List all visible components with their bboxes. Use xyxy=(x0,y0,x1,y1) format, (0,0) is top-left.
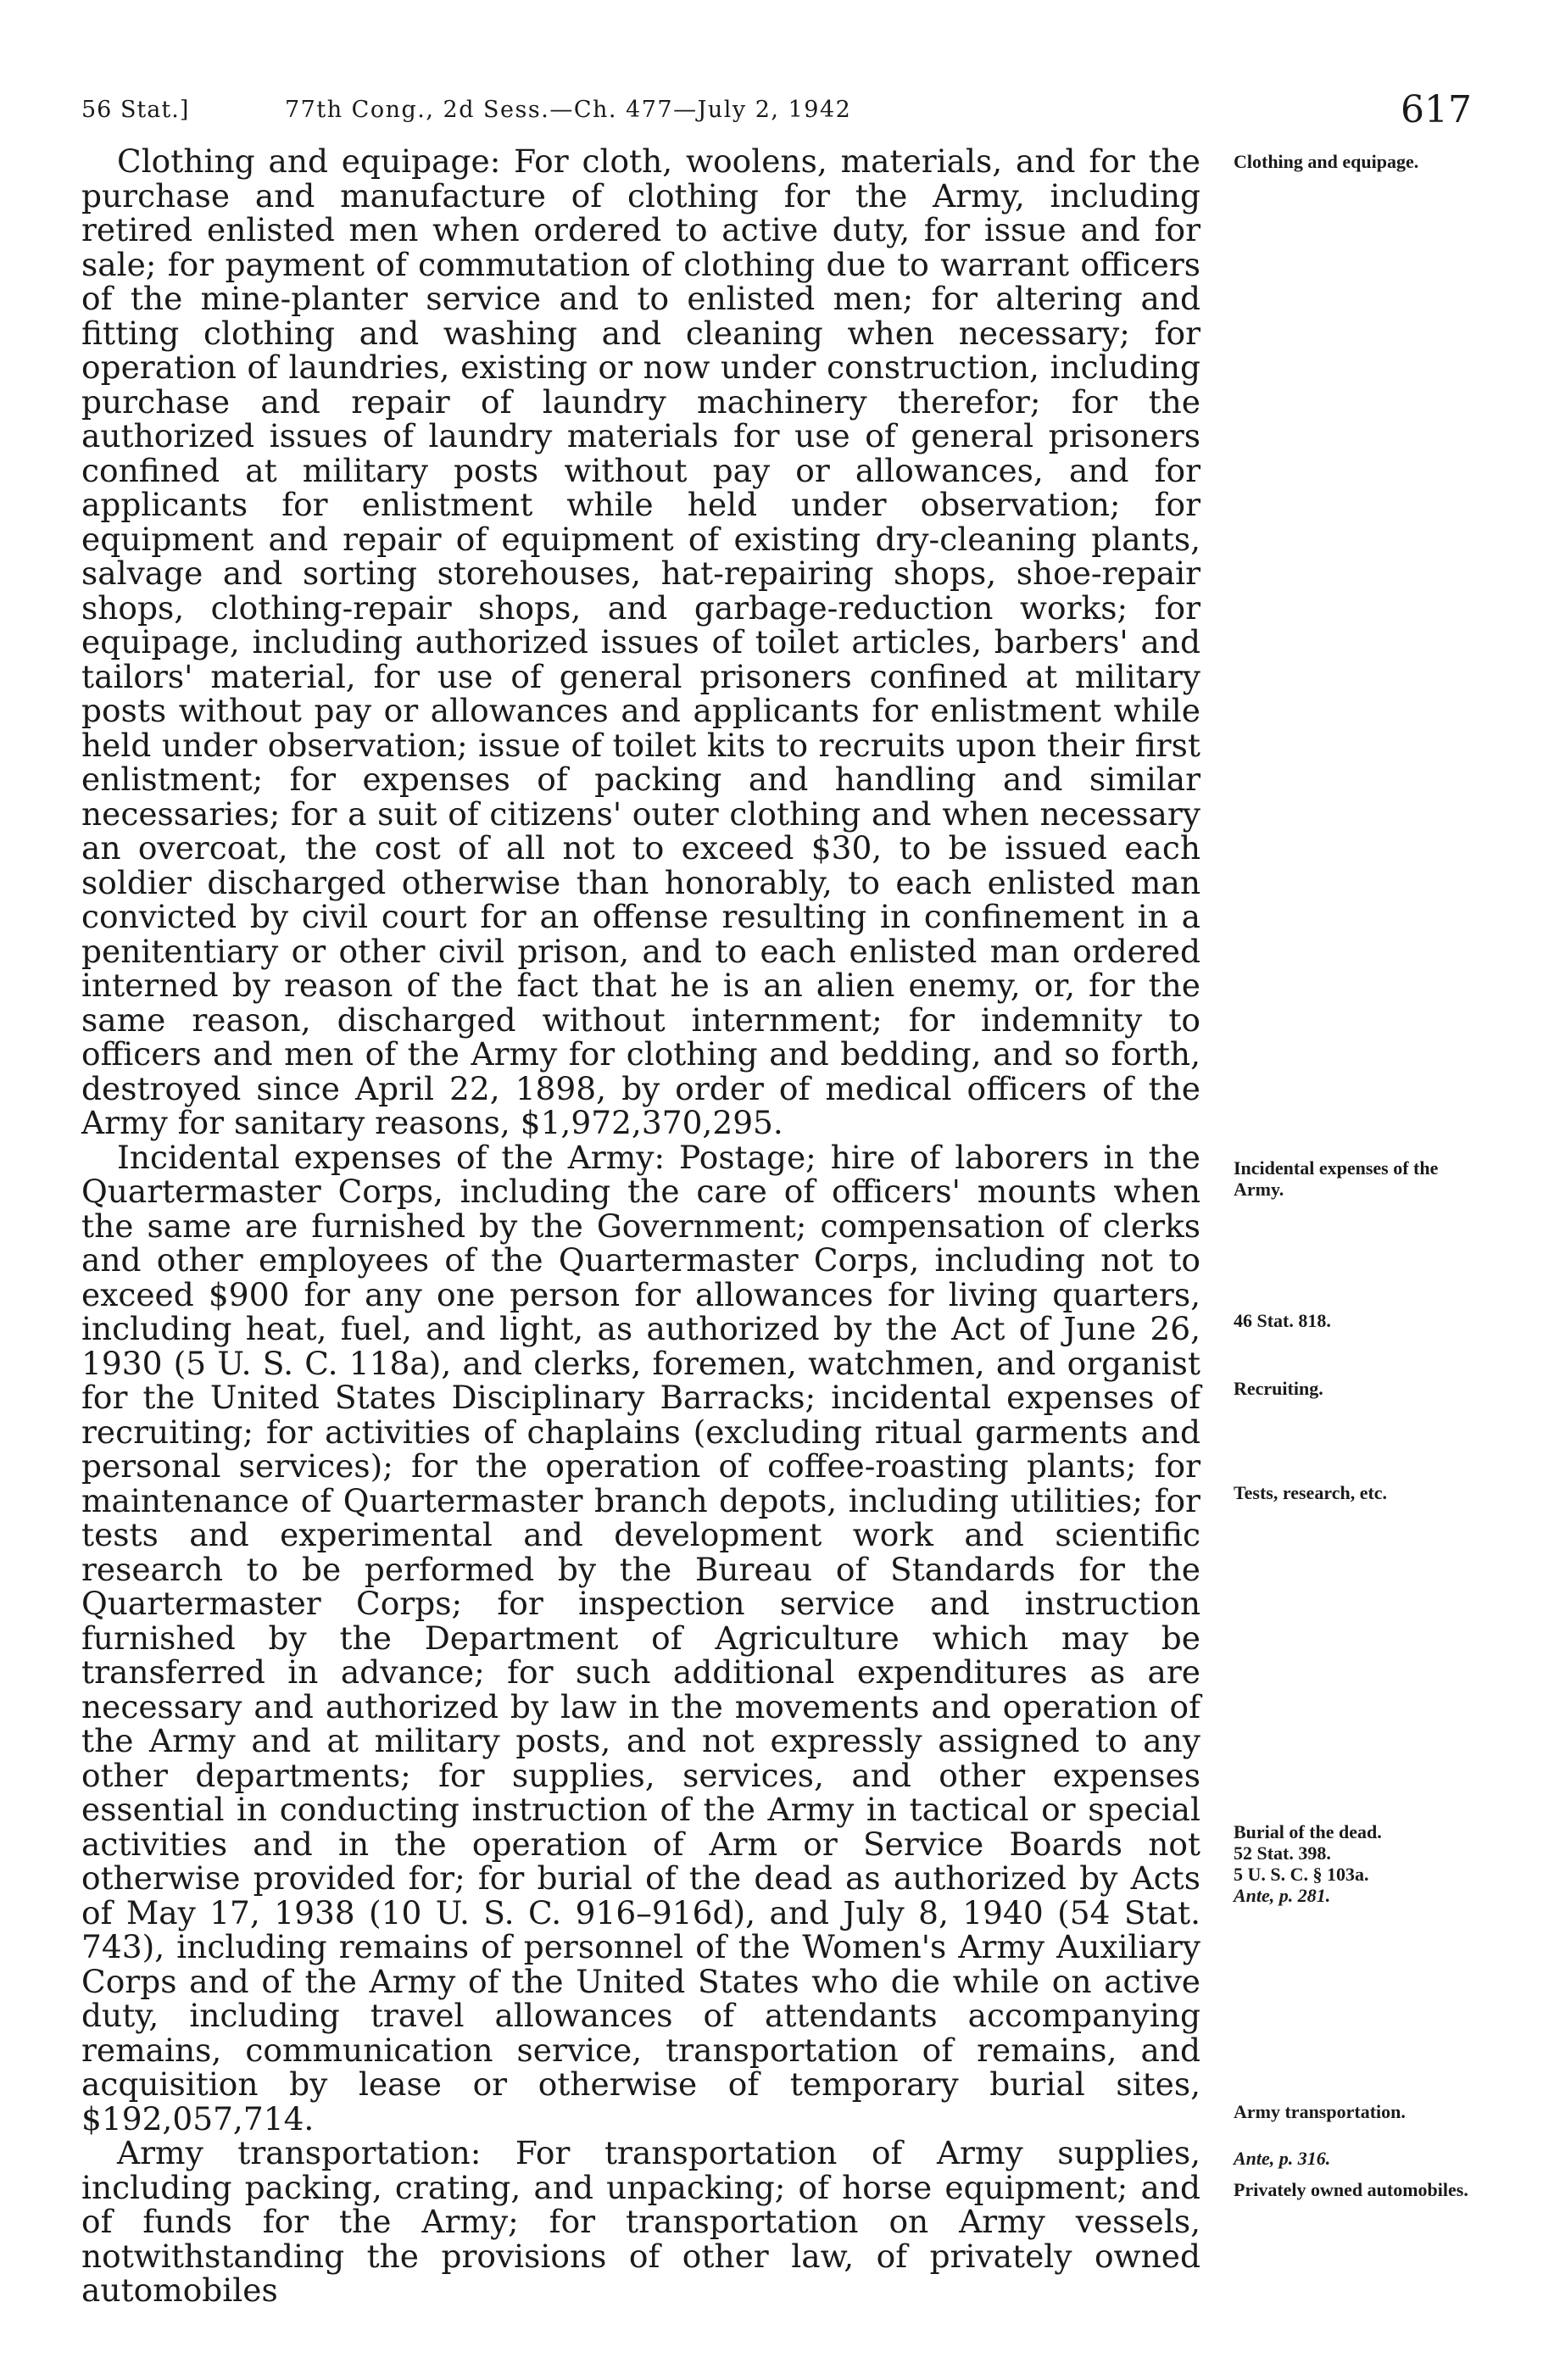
burial-ref-ante: Ante, p. 281. xyxy=(1234,1885,1331,1906)
margin-note-incidental: Incidental expenses of the Army. xyxy=(1234,1157,1439,1200)
margin-note-transportation: Army transportation. xyxy=(1234,2101,1406,2122)
session-chapter-date: 77th Cong., 2d Sess.—Ch. 477—July 2, 1942 xyxy=(285,97,852,123)
burial-ref-stat: 52 Stat. 398. xyxy=(1234,1842,1331,1864)
page-number: 617 xyxy=(1401,88,1472,131)
burial-title: Burial of the dead. xyxy=(1234,1821,1382,1842)
margin-note-ante-316: Ante, p. 316. xyxy=(1234,2148,1331,2169)
paragraph-army-transportation: Army transportation: For transportation of Army supplies, including packing, crating, and unpacking; of horse equipment; and of funds for the Army; for transportation on Army vessels, notwithstanding the provisions of other law, of privately owned automobiles xyxy=(81,2134,1200,2309)
paragraph-incidental-expenses: Incidental expenses of the Army: Postage; hire of laborers in the Quartermaster Corps, including the care of officers' mounts when the same are furnished by the Government; compensation of clerks and other employees of the Quartermaster Corps, including not to exceed $900 for any one person for allowances for living quarters, including heat, fuel, and light, as authorized by the Act of June 26, 1930 (5 U. S. C. 118a), and clerks, foremen, watchmen, and organist for the United States Disciplinary Barracks; incidental expenses of recruiting; for activities of chaplains (excluding ritual garments and personal services); for the operation of coffee-roasting plants; for maintenance of Quartermaster branch depots, including utilities; for tests and experimental and development work and scientific research to be performed by the Bureau of Standards for the Quartermaster Corps; for inspection service and instruction furnished by the Department of Agriculture which may be transferred in advance; for such additional expenditures as are necessary and authorized by law in the movements and operation of the Army and at military posts, and not expressly assigned to any other departments; for supplies, services, and other expenses essential in conducting instruction of the Army in tactical or special activities and in the operation of Arm or Service Boards not otherwise provided for; for burial of the dead as authorized by Acts of May 17, 1938 (10 U. S. C. 916–916d), and July 8, 1940 (54 Stat. 743), including remains of personnel of the Women's Army Auxiliary Corps and of the Army of the United States who die while on active duty, including travel allowances of attendants accompanying remains, communication service, transportation of remains, and acquisition by lease or otherwise of temporary burial sites, $192,057,714. xyxy=(81,1138,1200,2138)
margin-note-automobiles: Privately owned automobiles. xyxy=(1234,2179,1468,2200)
margin-note-clothing: Clothing and equipage. xyxy=(1234,151,1419,172)
margin-note-burial xyxy=(1234,1821,1479,1906)
running-header xyxy=(81,88,1472,144)
margin-note-tests: Tests, research, etc. xyxy=(1234,1482,1388,1503)
burial-ref-usc: 5 U. S. C. § 103a. xyxy=(1234,1864,1369,1885)
statute-volume: 56 Stat.] xyxy=(81,97,190,123)
margin-note-recruiting: Recruiting. xyxy=(1234,1378,1323,1399)
paragraph-clothing-and-equipage: Clothing and equipage: For cloth, woolens, materials, and for the purchase and manufacture of clothing for the Army, including retired enlisted men when ordered to active duty, for issue and for sale; for payment of commutation of clothing due to warrant officers of the mine-planter service and to enlisted men; for altering and fitting clothing and washing and cleaning when necessary; for operation of laundries, existing or now under construction, including purchase and repair of laundry machinery therefor; for the authorized issues of laundry materials for use of general prisoners confined at military posts without pay or allowances, and for applicants for enlistment while held under observation; for equipment and repair of equipment of existing dry-cleaning plants, salvage and sorting storehouses, hat-repairing shops, shoe-repair shops, clothing-repair shops, and garbage-reduction works; for equipage, including authorized issues of toilet articles, barbers' and tailors' material, for use of general prisoners confined at military posts without pay or allowances and applicants for enlistment while held under observation; issue of toilet kits to recruits upon their first enlistment; for expenses of packing and handling and similar necessaries; for a suit of citizens' outer clothing and when necessary an overcoat, the cost of all not to exceed $30, to be issued each soldier discharged otherwise than honorably, to each enlisted man convicted by civil court for an offense resulting in confinement in a penitentiary or other civil prison, and to each enlisted man ordered interned by reason of the fact that he is an alien enemy, or, for the same reason, discharged without internment; for indemnity to officers and men of the Army for clothing and bedding, and so forth, destroyed since April 22, 1898, by order of medical officers of the Army for sanitary reasons, $1,972,370,295. xyxy=(81,142,1200,1141)
statute-body xyxy=(81,144,1200,2308)
margin-note-46-stat: 46 Stat. 818. xyxy=(1234,1310,1331,1331)
